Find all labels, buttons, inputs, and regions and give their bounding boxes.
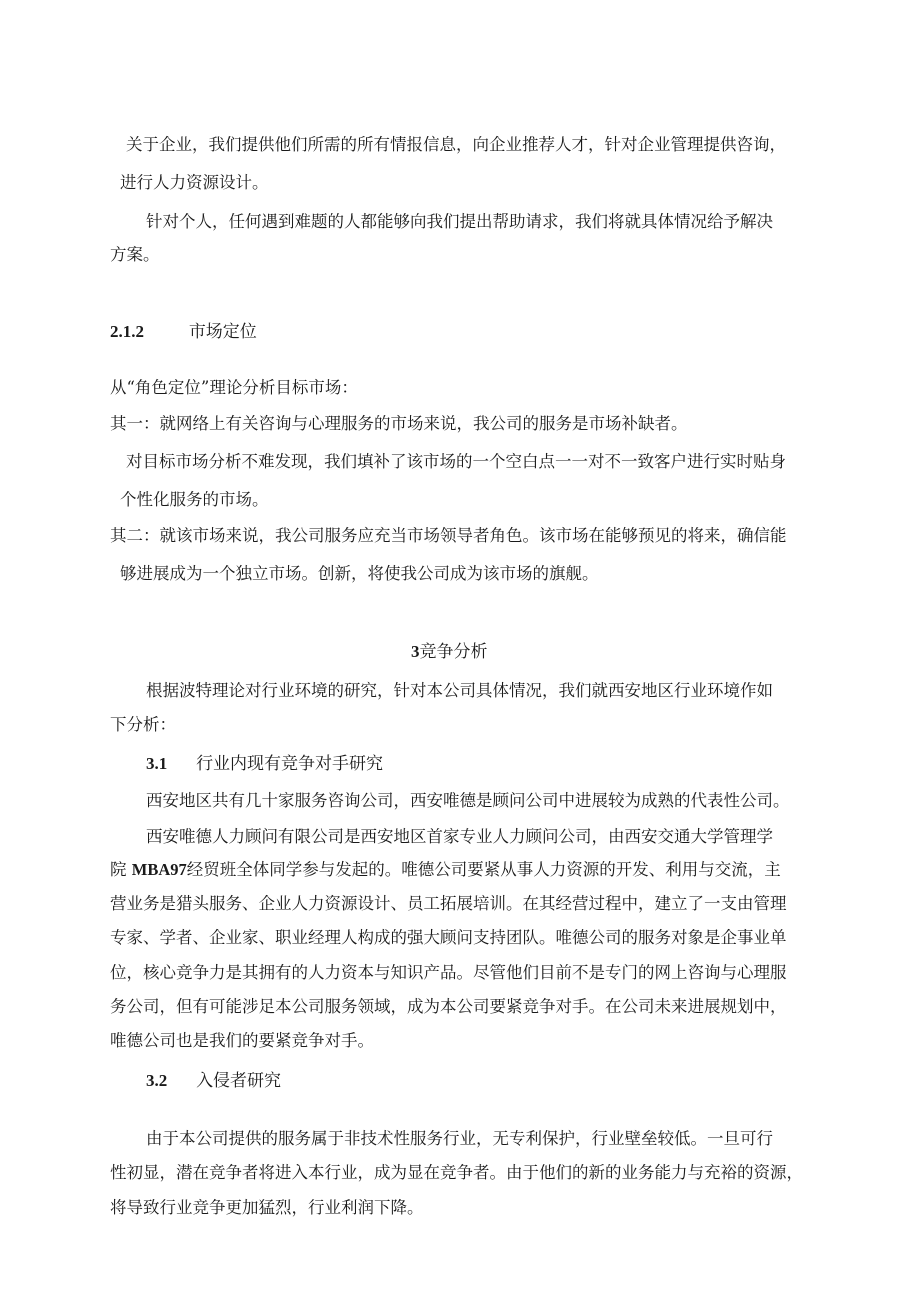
mba-class-label: MBA97 (131, 860, 187, 879)
section-number: 2.1.2 (110, 322, 144, 341)
entrant-paragraph-line-3: 将导致行业竞争更加猛烈，行业利润下降。 (110, 1198, 424, 1217)
competitor-paragraph-2-line-4: 专家、学者、企业家、职业经理人构成的强大顾问支持团队。唯德公司的服务对象是企事业单 (110, 928, 787, 947)
market-item-2-line-1: 其二：就该市场来说，我公司服务应充当市场领导者角色。该市场在能够预见的将来，确信能 (110, 526, 787, 545)
intro-paragraph-2-line-2: 方案。 (110, 245, 160, 264)
chapter-heading-3 (411, 640, 488, 664)
section-title: 市场定位 (188, 322, 257, 342)
section-heading-2-1-2 (110, 320, 257, 344)
competitor-paragraph-1: 西安地区共有几十家服务咨询公司，西安唯德是顾问公司中进展较为成熟的代表性公司。 (146, 791, 790, 810)
competitor-paragraph-2-line-3: 营业务是猎头服务、企业人力资源设计、员工拓展培训。在其经营过程中，建立了一支由管理 (110, 894, 787, 913)
entrant-paragraph-line-2: 性初显，潜在竞争者将进入本行业，成为显在竞争者。由于他们的新的业务能力与充裕的资源， (110, 1163, 803, 1182)
market-lead: 从“角色定位”理论分析目标市场： (110, 378, 358, 397)
competitor-paragraph-2-line-5: 位，核心竞争力是其拥有的人力资本与知识产品。尽管他们目前不是专门的网上咨询与心理服 (110, 963, 787, 982)
market-item-1-detail-line-1: 对目标市场分析不难发现，我们填补了该市场的一个空白点一一对不一致客户进行实时贴身 (126, 452, 786, 471)
competitor-paragraph-2-line-2 (110, 858, 781, 882)
text-run: 院 (110, 860, 127, 879)
section-title: 行业内现有竞争对手研究 (196, 754, 384, 774)
market-item-2-line-2: 够进展成为一个独立市场。创新，将使我公司成为该市场的旗舰。 (120, 564, 599, 583)
competitor-paragraph-2-line-1: 西安唯德人力顾问有限公司是西安地区首家专业人力顾问公司，由西安交通大学管理学 (146, 827, 773, 846)
chapter-title: 竞争分析 (419, 642, 488, 662)
section-heading-3-2 (146, 1069, 281, 1093)
market-item-1: 其一：就网络上有关咨询与心理服务的市场来说，我公司的服务是市场补缺者。 (110, 414, 688, 433)
section-heading-3-1 (146, 752, 383, 776)
text-run: 经贸班全体同学参与发起的。唯德公司要紧从事人力资源的开发、利用与交流，主 (186, 860, 781, 879)
competition-intro-line-1: 根据波特理论对行业环境的研究，针对本公司具体情况，我们就西安地区行业环境作如 (146, 681, 773, 700)
competition-intro-line-2: 下分析： (110, 715, 176, 734)
intro-paragraph-2-line-1: 针对个人，任何遇到难题的人都能够向我们提出帮助请求，我们将就具体情况给予解决 (146, 212, 773, 231)
competitor-paragraph-2-line-6: 务公司，但有可能涉足本公司服务领域，成为本公司要紧竞争对手。在公司未来进展规划中， (110, 997, 787, 1016)
intro-paragraph-1-line-1: 关于企业，我们提供他们所需的所有情报信息，向企业推荐人才，针对企业管理提供咨询， (126, 135, 786, 154)
section-number: 3.1 (146, 754, 168, 773)
section-title: 入侵者研究 (196, 1071, 282, 1091)
market-item-1-detail-line-2: 个性化服务的市场。 (120, 490, 269, 509)
competitor-paragraph-2-line-7: 唯德公司也是我们的要紧竞争对手。 (110, 1031, 374, 1050)
entrant-paragraph-line-1: 由于本公司提供的服务属于非技术性服务行业，无专利保护，行业壁垒较低。一旦可行 (146, 1129, 773, 1148)
intro-paragraph-1-line-2: 进行人力资源设计。 (120, 173, 269, 192)
section-number: 3.2 (146, 1071, 168, 1090)
chapter-number: 3 (411, 642, 420, 661)
